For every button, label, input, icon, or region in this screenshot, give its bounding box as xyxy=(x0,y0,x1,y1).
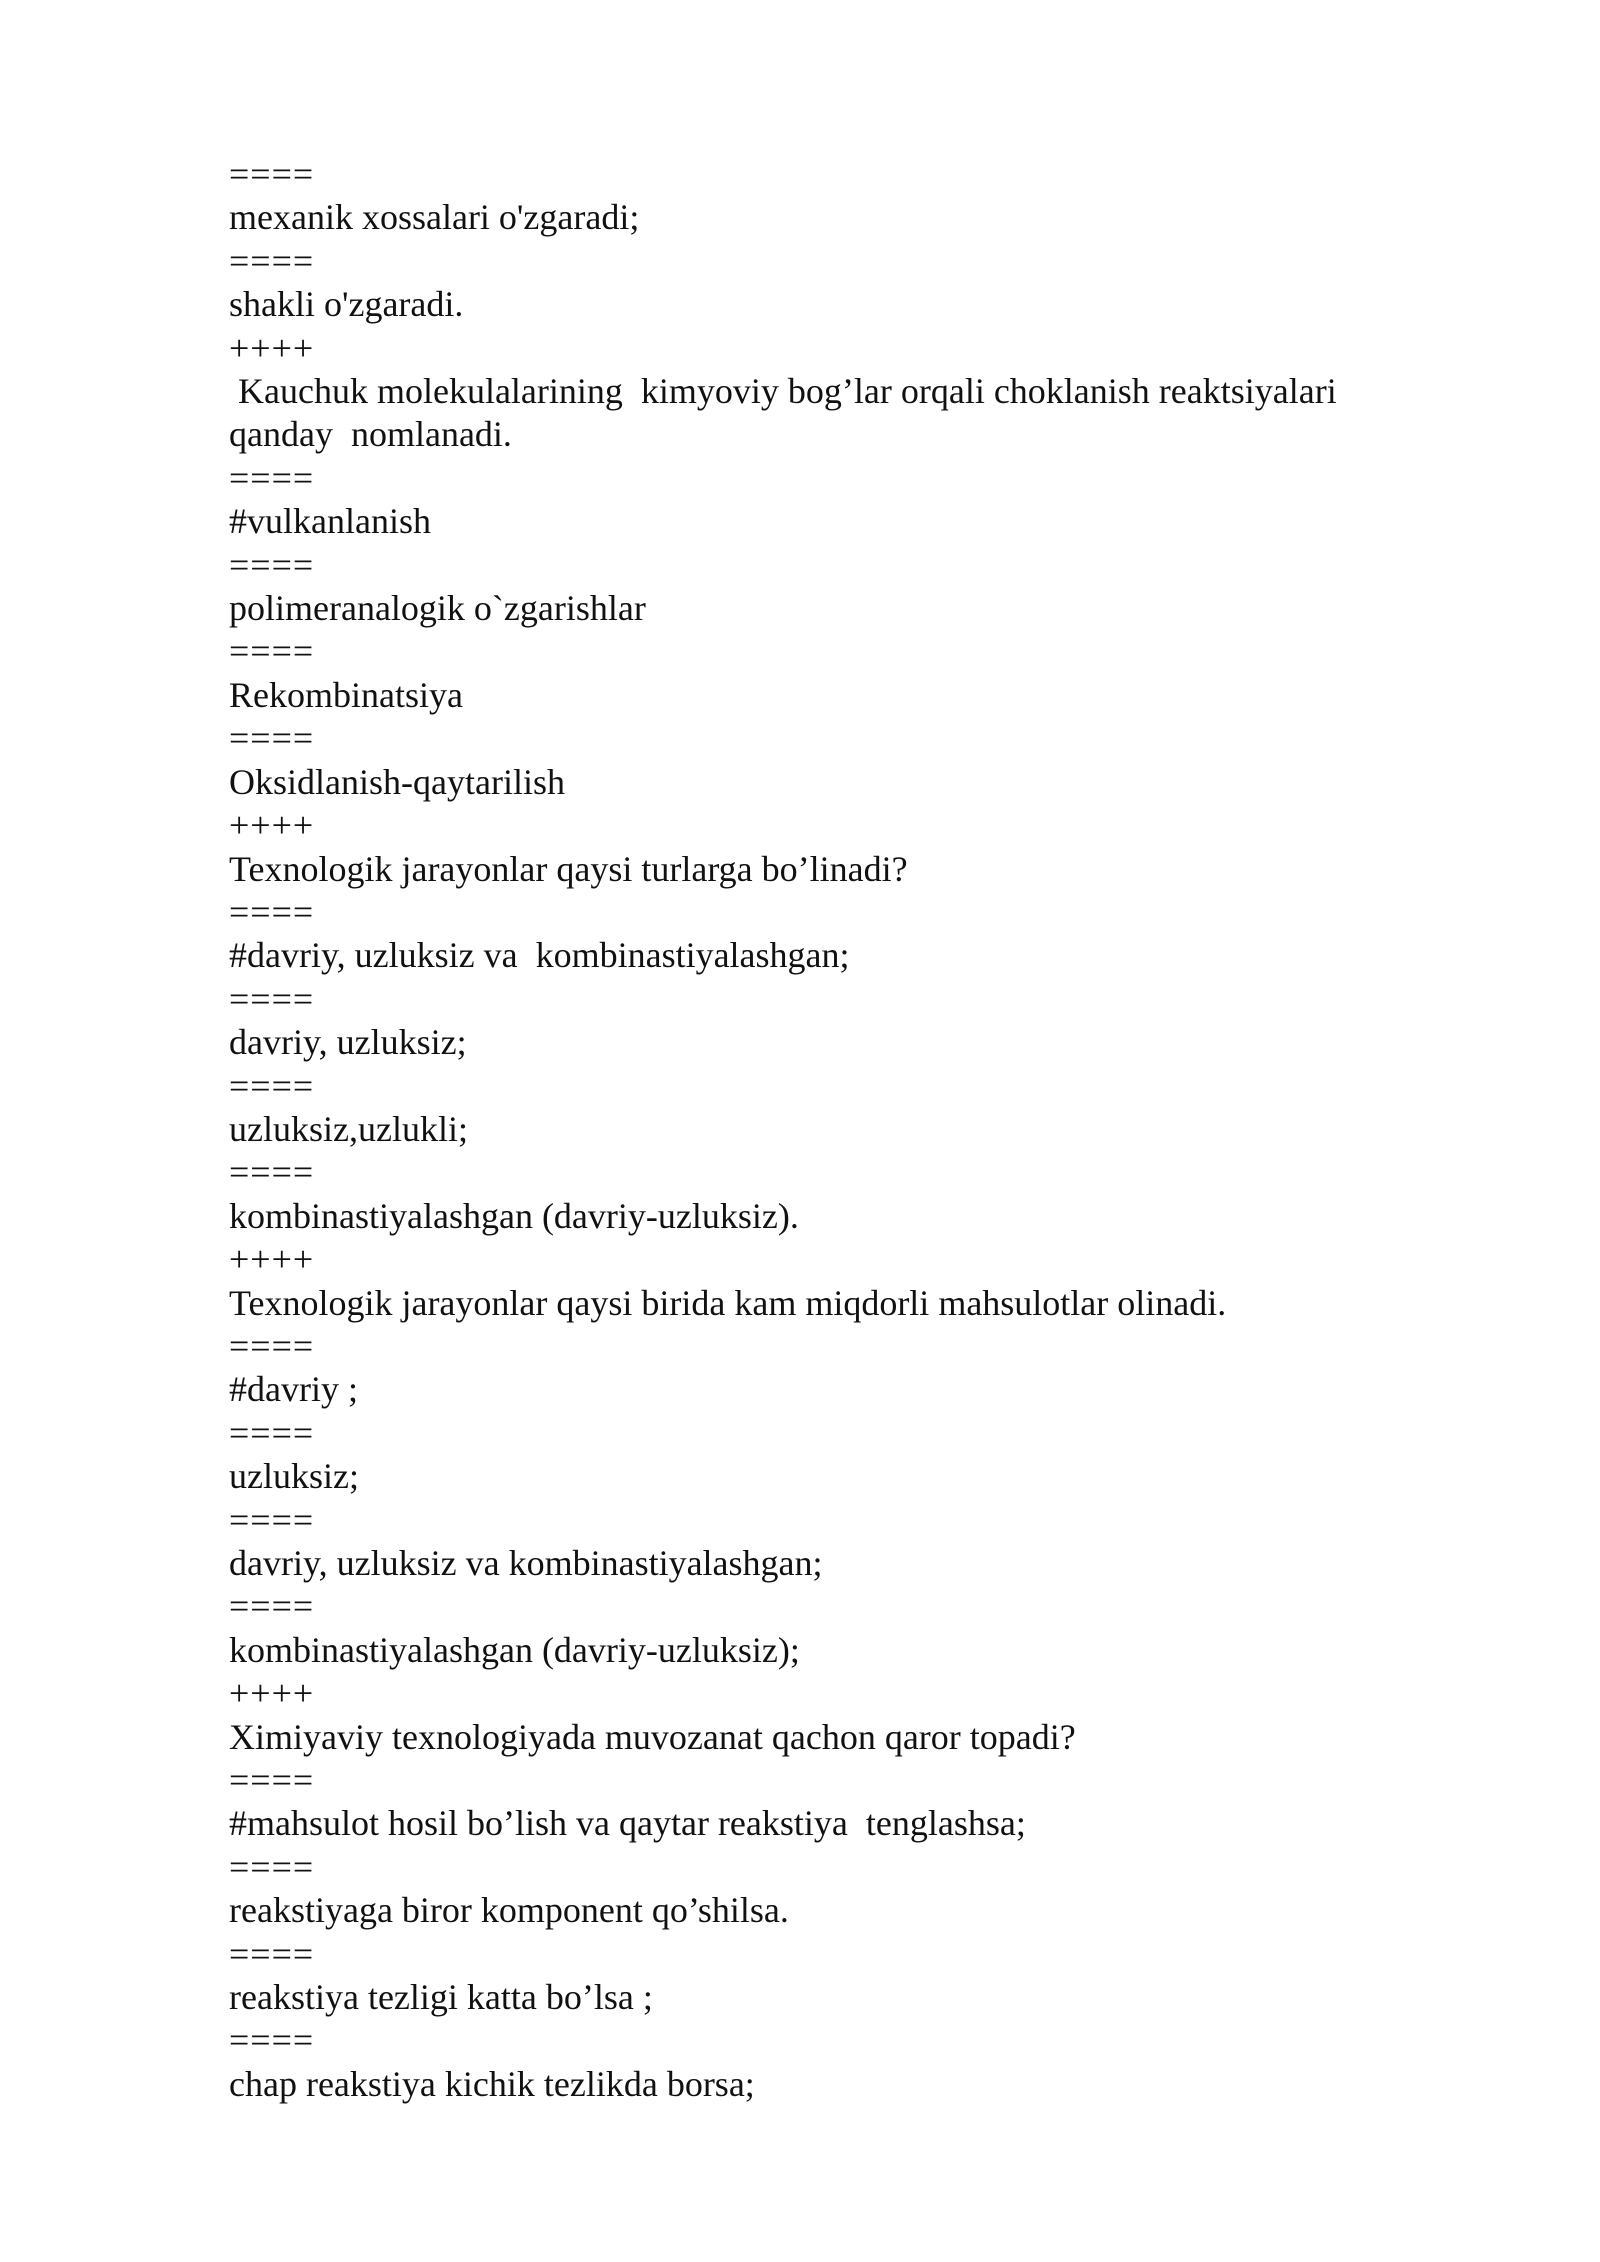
answer-option: shakli o'zgaradi. xyxy=(229,284,464,325)
separator-line: ==== xyxy=(229,544,315,585)
answer-option: uzluksiz,uzlukli; xyxy=(229,1108,468,1149)
separator-line: ==== xyxy=(229,1152,315,1193)
answer-option: uzluksiz; xyxy=(229,1456,359,1497)
answer-option: Rekombinatsiya xyxy=(229,674,463,715)
question-marker: ++++ xyxy=(229,1239,315,1280)
separator-line: ==== xyxy=(229,1325,315,1366)
question-text: Kauchuk molekulalarining kimyoviy bog’lar orqali choklanish reaktsiyalari xyxy=(229,371,1337,412)
question-marker: ++++ xyxy=(229,805,315,846)
answer-option: reakstiyaga biror komponent qo’shilsa. xyxy=(229,1890,789,1931)
separator-line: ==== xyxy=(229,1933,315,1974)
separator-line: ==== xyxy=(229,631,315,672)
answer-option: Oksidlanish-qaytarilish xyxy=(229,761,565,802)
correct-answer-option: #mahsulot hosil bo’lish va qaytar reakstiya tenglashsa; xyxy=(229,1803,1026,1844)
separator-line: ==== xyxy=(229,1065,315,1106)
correct-answer-option: #vulkanlanish xyxy=(229,501,431,542)
answer-option: davriy, uzluksiz; xyxy=(229,1022,467,1063)
separator-line: ==== xyxy=(229,1412,315,1453)
answer-option: reakstiya tezligi katta bo’lsa ; xyxy=(229,1977,653,2018)
separator-line: ==== xyxy=(229,2020,315,2061)
separator-line: ==== xyxy=(229,154,315,194)
document-body xyxy=(229,153,1409,2106)
separator-line: ==== xyxy=(229,1586,315,1627)
separator-line: ==== xyxy=(229,978,315,1019)
question-marker: ++++ xyxy=(229,1673,315,1714)
correct-answer-option: #davriy ; xyxy=(229,1369,358,1410)
question-text: Ximiyaviy texnologiyada muvozanat qachon qaror topadi? xyxy=(229,1716,1076,1757)
question-marker: ++++ xyxy=(229,327,315,368)
separator-line: ==== xyxy=(229,1499,315,1540)
separator-line: ==== xyxy=(229,1760,315,1801)
answer-option: mexanik xossalari o'zgaradi; xyxy=(229,197,640,238)
answer-option: kombinastiyalashgan (davriy-uzluksiz); xyxy=(229,1629,800,1670)
answer-option: chap reakstiya kichik tezlikda borsa; xyxy=(229,2063,755,2104)
separator-line: ==== xyxy=(229,457,315,498)
question-text: Texnologik jarayonlar qaysi turlarga bo’linadi? xyxy=(229,848,908,889)
correct-answer-option: #davriy, uzluksiz va kombinastiyalashgan; xyxy=(229,935,850,976)
answer-option: polimeranalogik o`zgarishlar xyxy=(229,588,646,629)
separator-line: ==== xyxy=(229,240,315,281)
question-text: Texnologik jarayonlar qaysi birida kam miqdorli mahsulotlar olinadi. xyxy=(229,1282,1227,1323)
separator-line: ==== xyxy=(229,718,315,759)
answer-option: davriy, uzluksiz va kombinastiyalashgan; xyxy=(229,1543,823,1583)
separator-line: ==== xyxy=(229,891,315,932)
answer-option: kombinastiyalashgan (davriy-uzluksiz). xyxy=(229,1195,799,1236)
question-text: qanday nomlanadi. xyxy=(229,414,512,455)
separator-line: ==== xyxy=(229,1846,315,1887)
